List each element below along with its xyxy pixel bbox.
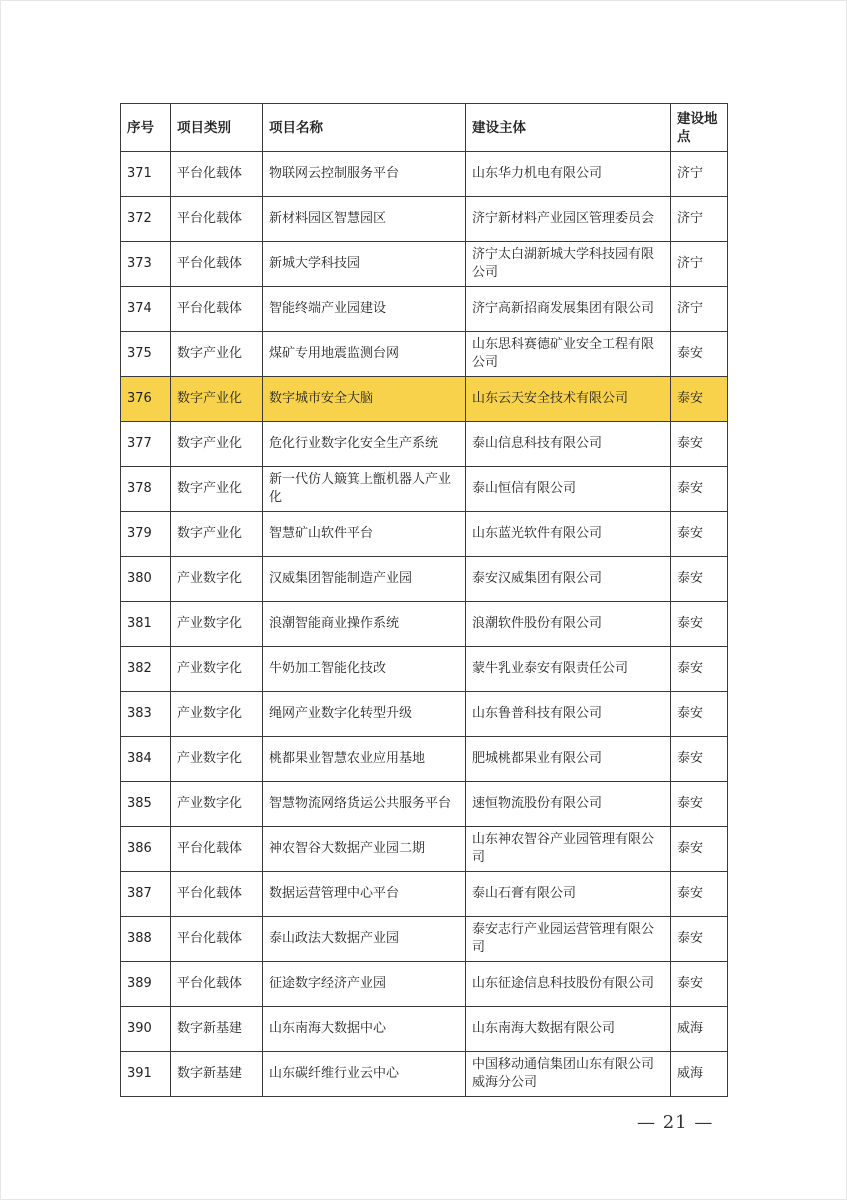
- cell-location: 泰安: [671, 782, 728, 827]
- table-row: [121, 647, 728, 692]
- header-index: 序号: [121, 104, 171, 152]
- cell-location: 威海: [671, 1052, 728, 1097]
- header-organization: 建设主体: [466, 104, 671, 152]
- table-header-row: [121, 104, 728, 152]
- cell-project-name: 神农智谷大数据产业园二期: [263, 827, 466, 872]
- cell-location: 济宁: [671, 287, 728, 332]
- cell-location: 济宁: [671, 152, 728, 197]
- header-category: 项目类别: [171, 104, 263, 152]
- cell-index: 376: [121, 377, 171, 422]
- cell-organization: 济宁太白湖新城大学科技园有限公司: [466, 242, 671, 287]
- cell-index: 381: [121, 602, 171, 647]
- table-row: [121, 1007, 728, 1052]
- cell-category: 平台化载体: [171, 827, 263, 872]
- cell-index: 389: [121, 962, 171, 1007]
- cell-category: 产业数字化: [171, 737, 263, 782]
- cell-organization: 浪潮软件股份有限公司: [466, 602, 671, 647]
- cell-project-name: 新材料园区智慧园区: [263, 197, 466, 242]
- cell-index: 386: [121, 827, 171, 872]
- cell-location: 泰安: [671, 647, 728, 692]
- cell-location: 泰安: [671, 602, 728, 647]
- project-table: [120, 103, 728, 1097]
- cell-category: 数字产业化: [171, 422, 263, 467]
- cell-category: 产业数字化: [171, 692, 263, 737]
- cell-category: 平台化载体: [171, 872, 263, 917]
- page-number: — 21 —: [637, 1112, 714, 1133]
- cell-category: 产业数字化: [171, 557, 263, 602]
- cell-location: 泰安: [671, 692, 728, 737]
- cell-category: 平台化载体: [171, 917, 263, 962]
- table-row: [121, 1052, 728, 1097]
- cell-project-name: 山东碳纤维行业云中心: [263, 1052, 466, 1097]
- table-row: [121, 737, 728, 782]
- table-row: [121, 152, 728, 197]
- cell-project-name: 桃都果业智慧农业应用基地: [263, 737, 466, 782]
- table-row: [121, 872, 728, 917]
- cell-index: 391: [121, 1052, 171, 1097]
- cell-index: 375: [121, 332, 171, 377]
- cell-project-name: 新一代仿人簸箕上甑机器人产业化: [263, 467, 466, 512]
- cell-project-name: 浪潮智能商业操作系统: [263, 602, 466, 647]
- cell-project-name: 危化行业数字化安全生产系统: [263, 422, 466, 467]
- cell-project-name: 数据运营管理中心平台: [263, 872, 466, 917]
- table-row: [121, 512, 728, 557]
- cell-organization: 中国移动通信集团山东有限公司威海分公司: [466, 1052, 671, 1097]
- cell-index: 385: [121, 782, 171, 827]
- cell-location: 威海: [671, 1007, 728, 1052]
- cell-location: 泰安: [671, 512, 728, 557]
- cell-organization: 山东鲁普科技有限公司: [466, 692, 671, 737]
- cell-index: 374: [121, 287, 171, 332]
- cell-location: 济宁: [671, 242, 728, 287]
- cell-organization: 济宁新材料产业园区管理委员会: [466, 197, 671, 242]
- cell-index: 371: [121, 152, 171, 197]
- cell-organization: 泰安汉威集团有限公司: [466, 557, 671, 602]
- cell-project-name: 绳网产业数字化转型升级: [263, 692, 466, 737]
- cell-location: 泰安: [671, 962, 728, 1007]
- table-row: [121, 827, 728, 872]
- cell-location: 泰安: [671, 422, 728, 467]
- cell-organization: 山东蓝光软件有限公司: [466, 512, 671, 557]
- cell-category: 平台化载体: [171, 287, 263, 332]
- cell-index: 372: [121, 197, 171, 242]
- cell-index: 387: [121, 872, 171, 917]
- cell-index: 388: [121, 917, 171, 962]
- cell-category: 数字新基建: [171, 1007, 263, 1052]
- cell-project-name: 新城大学科技园: [263, 242, 466, 287]
- cell-index: 378: [121, 467, 171, 512]
- table-row: [121, 287, 728, 332]
- cell-organization: 山东思科赛德矿业安全工程有限公司: [466, 332, 671, 377]
- cell-index: 377: [121, 422, 171, 467]
- cell-organization: 泰山石膏有限公司: [466, 872, 671, 917]
- cell-organization: 速恒物流股份有限公司: [466, 782, 671, 827]
- table-row: [121, 242, 728, 287]
- cell-organization: 肥城桃都果业有限公司: [466, 737, 671, 782]
- table-row: [121, 422, 728, 467]
- cell-organization: 泰山恒信有限公司: [466, 467, 671, 512]
- table-row: [121, 197, 728, 242]
- cell-location: 泰安: [671, 827, 728, 872]
- cell-category: 数字产业化: [171, 512, 263, 557]
- cell-index: 384: [121, 737, 171, 782]
- cell-project-name: 智慧矿山软件平台: [263, 512, 466, 557]
- cell-index: 379: [121, 512, 171, 557]
- cell-project-name: 智慧物流网络货运公共服务平台: [263, 782, 466, 827]
- cell-category: 平台化载体: [171, 242, 263, 287]
- cell-category: 平台化载体: [171, 962, 263, 1007]
- table-row: [121, 782, 728, 827]
- cell-location: 泰安: [671, 737, 728, 782]
- cell-organization: 泰山信息科技有限公司: [466, 422, 671, 467]
- cell-location: 泰安: [671, 917, 728, 962]
- cell-category: 数字产业化: [171, 377, 263, 422]
- table-row: [121, 557, 728, 602]
- cell-category: 产业数字化: [171, 602, 263, 647]
- cell-project-name: 物联网云控制服务平台: [263, 152, 466, 197]
- table-row: [121, 962, 728, 1007]
- cell-project-name: 智能终端产业园建设: [263, 287, 466, 332]
- cell-location: 泰安: [671, 557, 728, 602]
- cell-project-name: 牛奶加工智能化技改: [263, 647, 466, 692]
- cell-organization: 山东神农智谷产业园管理有限公司: [466, 827, 671, 872]
- cell-index: 390: [121, 1007, 171, 1052]
- cell-index: 383: [121, 692, 171, 737]
- table-row: [121, 332, 728, 377]
- cell-index: 380: [121, 557, 171, 602]
- cell-project-name: 泰山政法大数据产业园: [263, 917, 466, 962]
- cell-organization: 山东云天安全技术有限公司: [466, 377, 671, 422]
- cell-index: 373: [121, 242, 171, 287]
- cell-category: 数字产业化: [171, 467, 263, 512]
- cell-project-name: 汉威集团智能制造产业园: [263, 557, 466, 602]
- cell-location: 泰安: [671, 872, 728, 917]
- table-row-highlighted: [121, 377, 728, 422]
- header-name: 项目名称: [263, 104, 466, 152]
- cell-organization: 蒙牛乳业泰安有限责任公司: [466, 647, 671, 692]
- cell-organization: 山东征途信息科技股份有限公司: [466, 962, 671, 1007]
- cell-project-name: 数字城市安全大脑: [263, 377, 466, 422]
- cell-location: 泰安: [671, 377, 728, 422]
- cell-category: 数字产业化: [171, 332, 263, 377]
- cell-location: 泰安: [671, 332, 728, 377]
- cell-project-name: 征途数字经济产业园: [263, 962, 466, 1007]
- cell-category: 产业数字化: [171, 782, 263, 827]
- cell-organization: 山东华力机电有限公司: [466, 152, 671, 197]
- cell-category: 平台化载体: [171, 197, 263, 242]
- header-location: 建设地点: [671, 104, 728, 152]
- table-row: [121, 692, 728, 737]
- table-body: [121, 152, 728, 1097]
- cell-category: 数字新基建: [171, 1052, 263, 1097]
- cell-organization: 山东南海大数据有限公司: [466, 1007, 671, 1052]
- cell-index: 382: [121, 647, 171, 692]
- cell-location: 泰安: [671, 467, 728, 512]
- cell-project-name: 煤矿专用地震监测台网: [263, 332, 466, 377]
- table-row: [121, 917, 728, 962]
- cell-organization: 泰安志行产业园运营管理有限公司: [466, 917, 671, 962]
- cell-organization: 济宁高新招商发展集团有限公司: [466, 287, 671, 332]
- cell-project-name: 山东南海大数据中心: [263, 1007, 466, 1052]
- cell-category: 平台化载体: [171, 152, 263, 197]
- table-row: [121, 602, 728, 647]
- cell-location: 济宁: [671, 197, 728, 242]
- cell-category: 产业数字化: [171, 647, 263, 692]
- table-row: [121, 467, 728, 512]
